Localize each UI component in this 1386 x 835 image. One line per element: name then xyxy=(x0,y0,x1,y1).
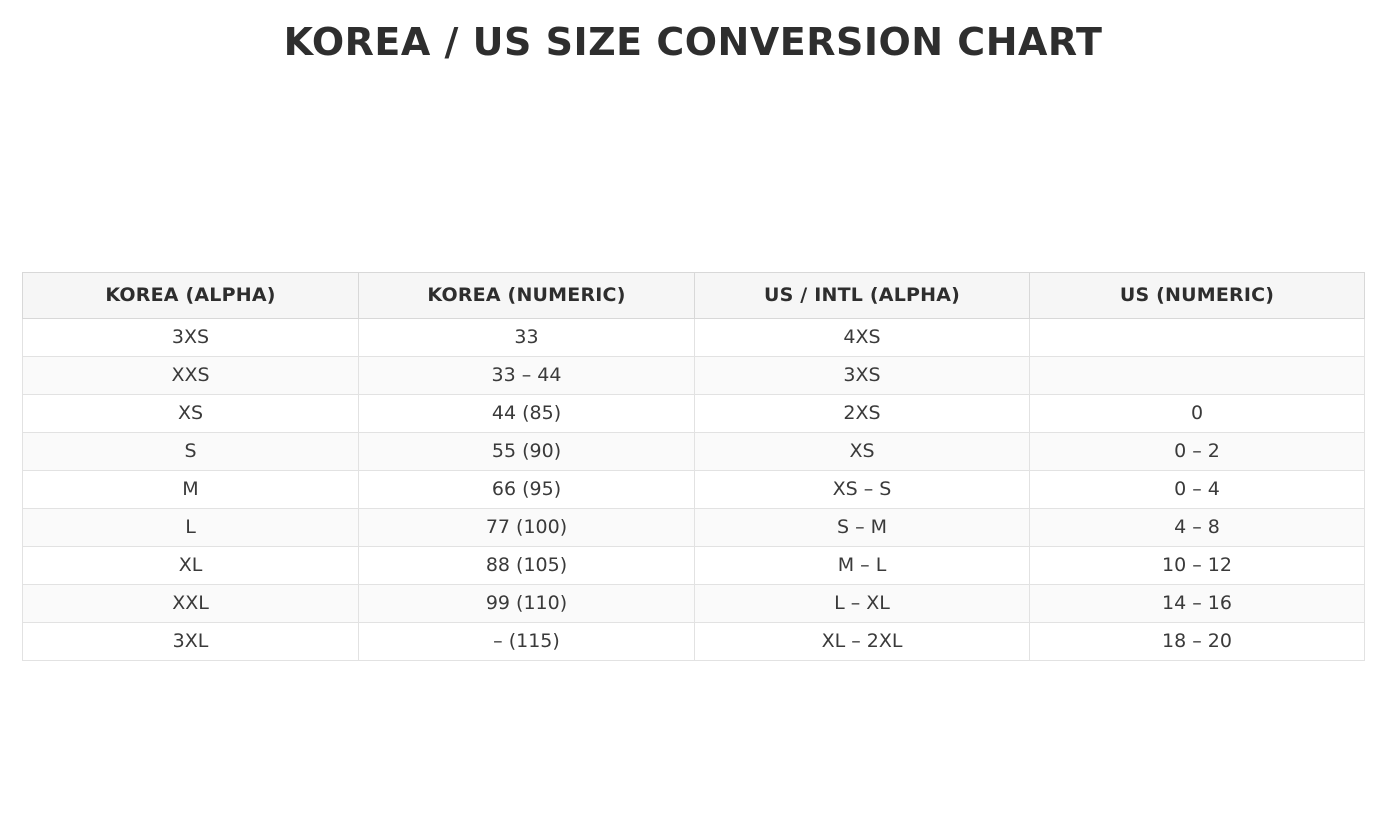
column-header-korea-alpha: KOREA (ALPHA) xyxy=(23,273,359,319)
cell-korea-alpha: XXS xyxy=(23,357,359,395)
cell-us-numeric xyxy=(1030,319,1365,357)
column-header-korea-numeric: KOREA (NUMERIC) xyxy=(359,273,695,319)
size-conversion-table-container xyxy=(22,272,1364,661)
cell-us-intl-alpha: L – XL xyxy=(695,585,1030,623)
cell-korea-numeric: – (115) xyxy=(359,623,695,661)
table-row xyxy=(23,433,1365,471)
cell-korea-numeric: 44 (85) xyxy=(359,395,695,433)
table-row xyxy=(23,319,1365,357)
cell-korea-numeric: 88 (105) xyxy=(359,547,695,585)
table-row xyxy=(23,471,1365,509)
cell-korea-alpha: XXL xyxy=(23,585,359,623)
cell-us-intl-alpha: S – M xyxy=(695,509,1030,547)
table-row xyxy=(23,623,1365,661)
table-row xyxy=(23,509,1365,547)
cell-us-numeric: 18 – 20 xyxy=(1030,623,1365,661)
cell-korea-numeric: 55 (90) xyxy=(359,433,695,471)
table-row xyxy=(23,585,1365,623)
cell-korea-alpha: 3XS xyxy=(23,319,359,357)
page-title: KOREA / US SIZE CONVERSION CHART xyxy=(283,20,1103,64)
cell-us-intl-alpha: 2XS xyxy=(695,395,1030,433)
cell-us-numeric xyxy=(1030,357,1365,395)
cell-korea-alpha: 3XL xyxy=(23,623,359,661)
column-header-us-intl-alpha: US / INTL (ALPHA) xyxy=(695,273,1030,319)
cell-us-intl-alpha: XS – S xyxy=(695,471,1030,509)
cell-korea-numeric: 99 (110) xyxy=(359,585,695,623)
table-header xyxy=(23,273,1365,319)
cell-korea-alpha: XL xyxy=(23,547,359,585)
table-row xyxy=(23,547,1365,585)
cell-us-numeric: 14 – 16 xyxy=(1030,585,1365,623)
cell-us-intl-alpha: 4XS xyxy=(695,319,1030,357)
cell-us-numeric: 10 – 12 xyxy=(1030,547,1365,585)
cell-us-intl-alpha: M – L xyxy=(695,547,1030,585)
cell-korea-numeric: 33 xyxy=(359,319,695,357)
cell-us-numeric: 0 xyxy=(1030,395,1365,433)
cell-korea-alpha: L xyxy=(23,509,359,547)
cell-us-numeric: 4 – 8 xyxy=(1030,509,1365,547)
cell-us-numeric: 0 – 4 xyxy=(1030,471,1365,509)
cell-us-numeric: 0 – 2 xyxy=(1030,433,1365,471)
table-row xyxy=(23,357,1365,395)
table-row xyxy=(23,395,1365,433)
cell-us-intl-alpha: XL – 2XL xyxy=(695,623,1030,661)
cell-us-intl-alpha: XS xyxy=(695,433,1030,471)
table-header-row xyxy=(23,273,1365,319)
table-body xyxy=(23,319,1365,661)
cell-korea-alpha: S xyxy=(23,433,359,471)
size-conversion-table xyxy=(22,272,1365,661)
cell-korea-numeric: 33 – 44 xyxy=(359,357,695,395)
column-header-us-numeric: US (NUMERIC) xyxy=(1030,273,1365,319)
cell-korea-alpha: M xyxy=(23,471,359,509)
cell-us-intl-alpha: 3XS xyxy=(695,357,1030,395)
cell-korea-numeric: 77 (100) xyxy=(359,509,695,547)
cell-korea-numeric: 66 (95) xyxy=(359,471,695,509)
cell-korea-alpha: XS xyxy=(23,395,359,433)
